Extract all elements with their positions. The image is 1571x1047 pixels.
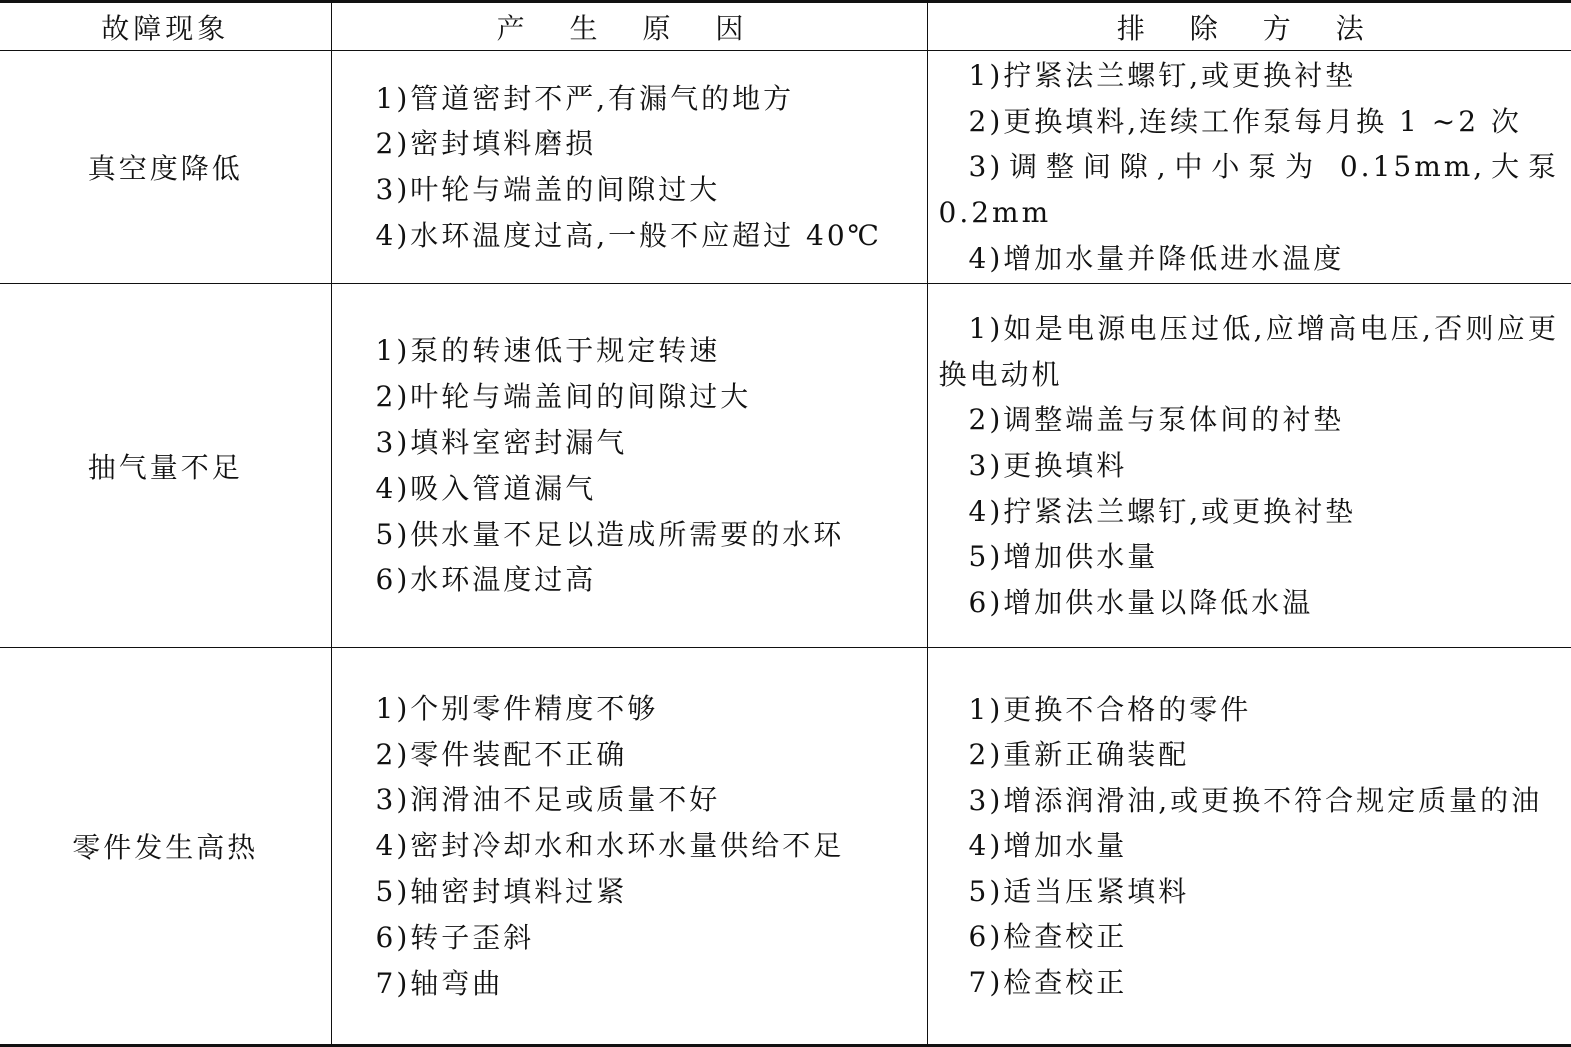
remedy-item: 6)增加供水量以降低水温 <box>968 585 1314 619</box>
remedy-item: 5)增加供水量 <box>968 540 1159 574</box>
cause-list <box>376 76 927 259</box>
cause-item: 4)水环温度过高,一般不应超过 40℃ <box>375 219 882 253</box>
remedy-item: 2)调整端盖与泵体间的衬垫 <box>968 403 1345 437</box>
remedy-cell <box>927 648 1571 1046</box>
cause-item: 5)轴密封填料过紧 <box>375 874 628 908</box>
cause-item: 2)叶轮与端盖间的间隙过大 <box>375 380 752 414</box>
cause-item: 7)轴弯曲 <box>375 966 504 1000</box>
remedy-cell <box>927 51 1571 284</box>
cause-item: 4)密封冷却水和水环水量供给不足 <box>375 829 845 863</box>
cause-cell <box>331 648 927 1046</box>
header-row <box>0 2 1571 51</box>
cause-item: 2)零件装配不正确 <box>375 737 628 771</box>
header-symptom: 故障现象 <box>0 2 331 51</box>
remedy-cell <box>927 284 1571 648</box>
remedy-item: 5)适当压紧填料 <box>968 874 1190 908</box>
table-row <box>0 648 1571 1046</box>
table-body <box>0 51 1571 1046</box>
remedy-item: 7)检查校正 <box>968 966 1128 1000</box>
symptom-cell: 抽气量不足 <box>0 284 331 648</box>
cause-item: 4)吸入管道漏气 <box>375 471 597 505</box>
remedy-list <box>939 687 1560 1006</box>
header-cause: 产 生 原 因 <box>331 2 927 51</box>
cause-item: 5)供水量不足以造成所需要的水环 <box>375 517 845 551</box>
remedy-list <box>939 306 1560 625</box>
remedy-item: 1)更换不合格的零件 <box>968 692 1252 726</box>
cause-cell <box>331 284 927 648</box>
table-header <box>0 2 1571 51</box>
cause-cell <box>331 51 927 284</box>
header-remedy: 排 除 方 法 <box>927 2 1571 51</box>
cause-item: 3)填料室密封漏气 <box>375 426 628 460</box>
remedy-item: 2)更换填料,连续工作泵每月换 1 ~2 次 <box>968 104 1522 138</box>
cause-list <box>376 328 927 603</box>
cause-item: 6)转子歪斜 <box>375 920 535 954</box>
remedy-item: 4)增加水量 <box>968 829 1128 863</box>
remedy-item: 3)增添润滑油,或更换不符合规定质量的油 <box>968 783 1543 817</box>
cause-item: 3)叶轮与端盖的间隙过大 <box>375 173 721 207</box>
table-row <box>0 51 1571 284</box>
cause-item: 1)泵的转速低于规定转速 <box>375 334 721 368</box>
remedy-item: 2)重新正确装配 <box>968 738 1190 772</box>
remedy-item: 4)拧紧法兰螺钉,或更换衬垫 <box>968 494 1357 528</box>
remedy-item: 4)增加水量并降低进水温度 <box>968 241 1345 275</box>
cause-item: 1)管道密封不严,有漏气的地方 <box>375 81 795 115</box>
symptom-cell: 零件发生高热 <box>0 648 331 1046</box>
cause-item: 2)密封填料磨损 <box>375 127 597 161</box>
remedy-list <box>939 53 1560 281</box>
cause-item: 1)个别零件精度不够 <box>375 691 659 725</box>
cause-item: 6)水环温度过高 <box>375 563 597 597</box>
remedy-item: 6)检查校正 <box>968 920 1128 954</box>
remedy-item: 1)如是电源电压过低,应增高电压,否则应更换电动机 <box>938 312 1559 391</box>
table-row <box>0 284 1571 648</box>
symptom-cell: 真空度降低 <box>0 51 331 284</box>
remedy-item: 3)调整间隙,中小泵为 0.15mm,大泵 0.2mm <box>938 150 1559 230</box>
cause-list <box>376 686 927 1007</box>
remedy-item: 3)更换填料 <box>968 449 1128 483</box>
cause-item: 3)润滑油不足或质量不好 <box>375 783 721 817</box>
remedy-item: 1)拧紧法兰螺钉,或更换衬垫 <box>968 59 1357 93</box>
